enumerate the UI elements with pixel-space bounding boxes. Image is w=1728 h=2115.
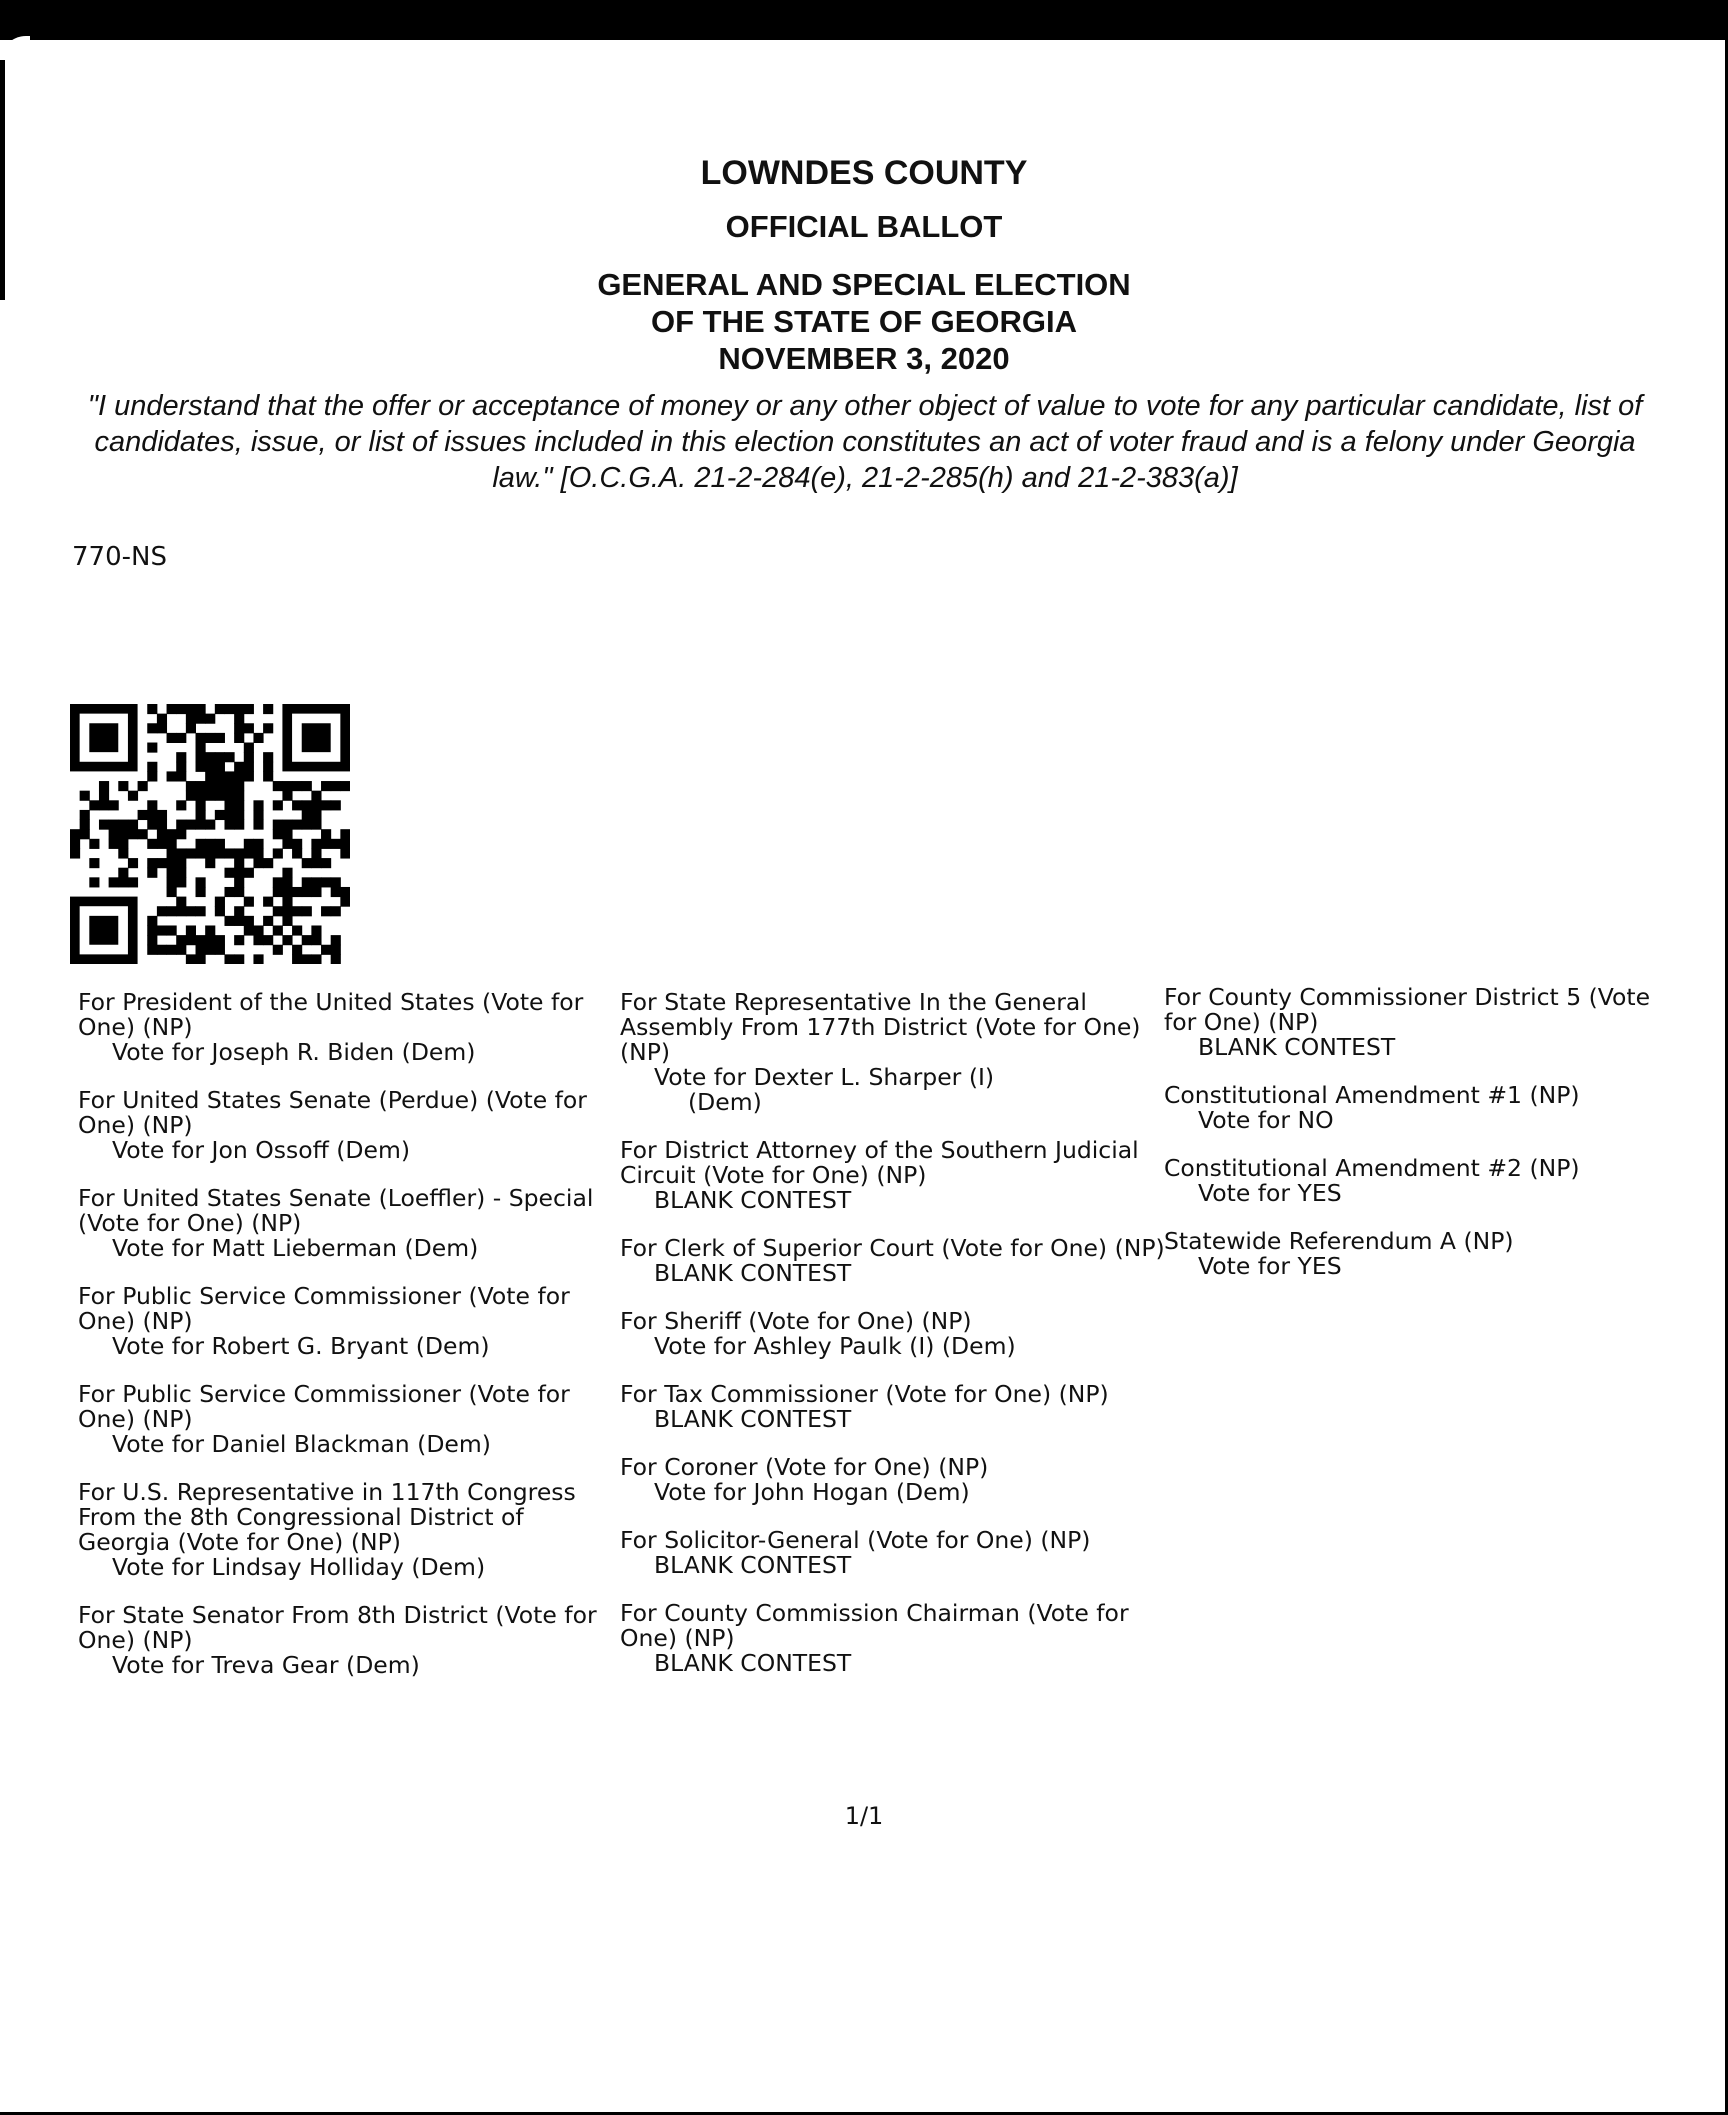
selection-text: Vote for Dexter L. Sharper (I) — [654, 1063, 995, 1091]
contest-item — [78, 1088, 623, 1163]
selection-text: Vote for YES — [1198, 1179, 1342, 1207]
contest-race: For Public Service Commissioner (Vote for One) (NP) — [78, 1282, 570, 1335]
ballot-style-id: 770-NS — [72, 542, 167, 572]
contest-item — [620, 1601, 1165, 1676]
page-number: 1/1 — [844, 1802, 884, 1830]
contest-race: For State Representative In the General Assembly From 177th District (Vote for One) (NP) — [620, 988, 1141, 1066]
contest-item — [620, 1309, 1165, 1359]
contest-race: For President of the United States (Vote for One) (NP) — [78, 988, 584, 1041]
selection-text: BLANK CONTEST — [654, 1649, 852, 1677]
contest-item — [620, 1382, 1165, 1432]
voter-oath: "I understand that the offer or acceptance of money or any other object of value to vote for any particular candidate, list of candidates, issue, or list of issues included in this election constitutes an act of voter fraud and is a felony under Georgia law." [O.C.G.A. 21-2-284(e), 21-2-285(h) and 21-2-383(a)] — [87, 390, 1643, 494]
selection-text: Vote for NO — [1198, 1106, 1334, 1134]
contest-race: For Public Service Commissioner (Vote for One) (NP) — [78, 1380, 570, 1433]
contest-column-2 — [620, 990, 1165, 1699]
contest-selection — [620, 1065, 1165, 1115]
contest-race: For District Attorney of the Southern Judicial Circuit (Vote for One) (NP) — [620, 1136, 1139, 1189]
selection-text: Vote for John Hogan (Dem) — [654, 1478, 970, 1506]
contest-item — [78, 1603, 623, 1678]
selection-text: BLANK CONTEST — [1198, 1033, 1396, 1061]
contest-selection — [78, 1334, 623, 1359]
selection-text: BLANK CONTEST — [654, 1551, 852, 1579]
contest-item — [620, 1528, 1165, 1578]
election-date: NOVEMBER 3, 2020 — [718, 341, 1010, 376]
election-title — [0, 266, 1728, 377]
contest-race: Statewide Referendum A (NP) — [1164, 1227, 1514, 1255]
contest-selection — [78, 1653, 623, 1678]
contest-item — [78, 1382, 623, 1457]
contest-race: For State Senator From 8th District (Vote for One) (NP) — [78, 1601, 597, 1654]
contest-race: For County Commission Chairman (Vote for One) (NP) — [620, 1599, 1129, 1652]
contest-race: For United States Senate (Loeffler) - Special (Vote for One) (NP) — [78, 1184, 594, 1237]
selection-text: Vote for Joseph R. Biden (Dem) — [112, 1038, 476, 1066]
contest-selection — [620, 1407, 1165, 1432]
contest-selection — [620, 1480, 1165, 1505]
selection-text: Vote for Matt Lieberman (Dem) — [112, 1234, 479, 1262]
contest-selection — [78, 1236, 623, 1261]
selection-text: Vote for Jon Ossoff (Dem) — [112, 1136, 411, 1164]
selection-text: Vote for Ashley Paulk (I) (Dem) — [654, 1332, 1016, 1360]
scan-border-top — [0, 0, 1728, 40]
selection-text: Vote for Treva Gear (Dem) — [112, 1651, 420, 1679]
contest-selection — [78, 1040, 623, 1065]
contest-race: For Solicitor-General (Vote for One) (NP) — [620, 1526, 1091, 1554]
contest-race: For Sheriff (Vote for One) (NP) — [620, 1307, 972, 1335]
selection-text: BLANK CONTEST — [654, 1186, 852, 1214]
contest-selection — [620, 1334, 1165, 1359]
contest-item — [620, 1236, 1165, 1286]
selection-text: Vote for Daniel Blackman (Dem) — [112, 1430, 491, 1458]
selection-text: BLANK CONTEST — [654, 1259, 852, 1287]
contest-item — [1164, 985, 1684, 1060]
contest-race: For Coroner (Vote for One) (NP) — [620, 1453, 989, 1481]
contest-item — [1164, 1229, 1684, 1279]
contest-selection — [620, 1651, 1165, 1676]
selection-text: BLANK CONTEST — [654, 1405, 852, 1433]
contest-item — [620, 990, 1165, 1115]
contest-race: Constitutional Amendment #2 (NP) — [1164, 1154, 1580, 1182]
contest-selection — [78, 1555, 623, 1580]
contest-selection — [620, 1553, 1165, 1578]
contest-race: For U.S. Representative in 117th Congress From the 8th Congressional District of Georgia (Vote for One) (NP) — [78, 1478, 576, 1556]
selection-text-continued: (Dem) — [688, 1088, 762, 1116]
contest-column-1 — [78, 990, 623, 1701]
contest-item — [620, 1455, 1165, 1505]
contest-race: For Clerk of Superior Court (Vote for One) (NP) — [620, 1234, 1165, 1262]
election-line-1: GENERAL AND SPECIAL ELECTION — [597, 267, 1131, 302]
contest-race: For Tax Commissioner (Vote for One) (NP) — [620, 1380, 1109, 1408]
election-line-2: OF THE STATE OF GEORGIA — [651, 304, 1077, 339]
contest-selection — [1164, 1181, 1684, 1206]
selection-text: Vote for Robert G. Bryant (Dem) — [112, 1332, 490, 1360]
contest-selection — [1164, 1254, 1684, 1279]
contest-race: Constitutional Amendment #1 (NP) — [1164, 1081, 1580, 1109]
contest-item — [620, 1138, 1165, 1213]
county-title: LOWNDES COUNTY — [700, 154, 1028, 192]
contest-race: For United States Senate (Perdue) (Vote for One) (NP) — [78, 1086, 587, 1139]
contest-column-3 — [1164, 985, 1684, 1302]
contest-item — [78, 1284, 623, 1359]
contest-selection — [78, 1432, 623, 1457]
contest-selection — [1164, 1035, 1684, 1060]
contest-item — [78, 1186, 623, 1261]
ballot-type: OFFICIAL BALLOT — [725, 209, 1003, 244]
selection-text: Vote for YES — [1198, 1252, 1342, 1280]
qr-code-icon — [70, 704, 350, 964]
contest-item — [78, 1480, 623, 1580]
contest-item — [78, 990, 623, 1065]
selection-text: Vote for Lindsay Holliday (Dem) — [112, 1553, 486, 1581]
contest-race: For County Commissioner District 5 (Vote for One) (NP) — [1164, 983, 1651, 1036]
contest-selection — [1164, 1108, 1684, 1133]
contest-item — [1164, 1083, 1684, 1133]
contest-item — [1164, 1156, 1684, 1206]
contest-selection — [620, 1188, 1165, 1213]
ballot-header — [0, 148, 1728, 377]
contest-selection — [78, 1138, 623, 1163]
contest-selection — [620, 1261, 1165, 1286]
